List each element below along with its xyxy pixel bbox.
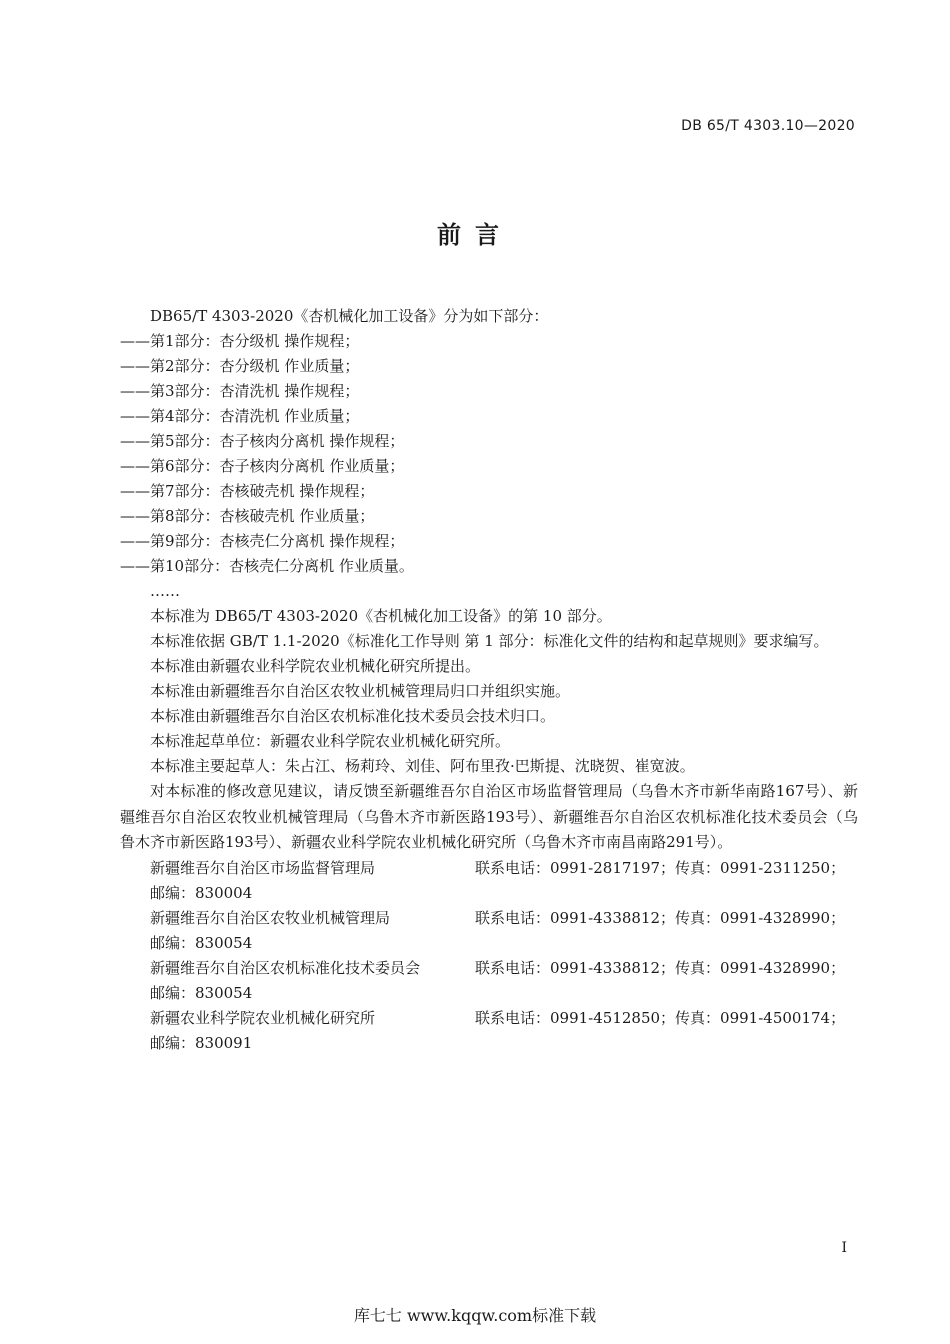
contact-info: 联系电话：0991-4338812；传真：0991-4328990； bbox=[475, 958, 846, 977]
statement: 本标准主要起草人：朱占江、杨莉玲、刘佳、阿布里孜·巴斯提、沈晓贺、崔宽波。 bbox=[150, 757, 695, 775]
list-item: ——第6部分：杏子核肉分离机 作业质量； bbox=[120, 457, 405, 475]
contact-info: 联系电话：0991-4512850；传真：0991-4500174； bbox=[475, 1008, 846, 1027]
contact-row bbox=[120, 956, 858, 981]
contact-row bbox=[120, 906, 858, 931]
feedback-paragraph: 对本标准的修改意见建议，请反馈至新疆维吾尔自治区市场监督管理局（乌鲁木齐市新华南路167号）、新疆维吾尔自治区农牧业机械管理局（乌鲁木齐市新医路193号）、新疆维吾尔自治区农机标准化技术委员会（乌鲁木齐市新医路193号）、新疆农业科学院农业机械化研究所（乌鲁木齐市南昌南路291号）。 bbox=[120, 782, 858, 851]
contact-block bbox=[120, 856, 858, 1056]
contact-org: 新疆维吾尔自治区农牧业机械管理局 bbox=[150, 908, 391, 927]
contact-info: 联系电话：0991-4338812；传真：0991-4328990； bbox=[475, 908, 846, 927]
document-code: DB 65/T 4303.10—2020 bbox=[681, 118, 855, 134]
contact-row bbox=[120, 1006, 858, 1031]
statement: 本标准起草单位：新疆农业科学院农业机械化研究所。 bbox=[150, 732, 511, 750]
list-item: ——第2部分：杏分级机 作业质量； bbox=[120, 357, 360, 375]
contact-postcode: 邮编：830004 bbox=[150, 883, 253, 902]
intro-line: DB65/T 4303-2020《杏机械化加工设备》分为如下部分： bbox=[150, 307, 549, 325]
contact-postcode: 邮编：830091 bbox=[150, 1033, 253, 1052]
page-title: 前言 bbox=[437, 221, 513, 249]
contact-postcode: 邮编：830054 bbox=[150, 983, 253, 1002]
list-item: ——第10部分：杏核壳仁分离机 作业质量。 bbox=[120, 557, 414, 575]
parts-list bbox=[120, 329, 858, 579]
contact-postcode: 邮编：830054 bbox=[150, 933, 253, 952]
list-item: ——第4部分：杏清洗机 作业质量； bbox=[120, 407, 360, 425]
list-item: ——第8部分：杏核破壳机 作业质量； bbox=[120, 507, 375, 525]
statement: 本标准由新疆维吾尔自治区农机标准化技术委员会技术归口。 bbox=[150, 707, 556, 725]
contact-info: 联系电话：0991-2817197；传真：0991-2311250； bbox=[475, 858, 846, 877]
contact-org: 新疆维吾尔自治区农机标准化技术委员会 bbox=[150, 958, 421, 977]
statement: 本标准由新疆农业科学院农业机械化研究所提出。 bbox=[150, 657, 481, 675]
footer-watermark: 库七七 www.kqqw.com标准下载 bbox=[353, 1306, 597, 1325]
list-item: ——第5部分：杏子核肉分离机 操作规程； bbox=[120, 432, 405, 450]
contact-org: 新疆维吾尔自治区市场监督管理局 bbox=[150, 858, 376, 877]
list-item: ——第7部分：杏核破壳机 操作规程； bbox=[120, 482, 375, 500]
foreword-body bbox=[120, 304, 858, 1056]
page-number: I bbox=[841, 1240, 847, 1256]
list-item: ——第3部分：杏清洗机 操作规程； bbox=[120, 382, 360, 400]
statement: 本标准依据 GB/T 1.1-2020《标准化工作导则 第 1 部分：标准化文件的结构和起草规则》要求编写。 bbox=[150, 632, 829, 650]
statement: 本标准为 DB65/T 4303-2020《杏机械化加工设备》的第 10 部分。 bbox=[150, 607, 612, 625]
ellipsis: …… bbox=[150, 582, 180, 600]
statement: 本标准由新疆维吾尔自治区农牧业机械管理局归口并组织实施。 bbox=[150, 682, 571, 700]
contact-row bbox=[120, 856, 858, 881]
list-item: ——第9部分：杏核壳仁分离机 操作规程； bbox=[120, 532, 405, 550]
contact-org: 新疆农业科学院农业机械化研究所 bbox=[150, 1008, 376, 1027]
list-item: ——第1部分：杏分级机 操作规程； bbox=[120, 332, 360, 350]
